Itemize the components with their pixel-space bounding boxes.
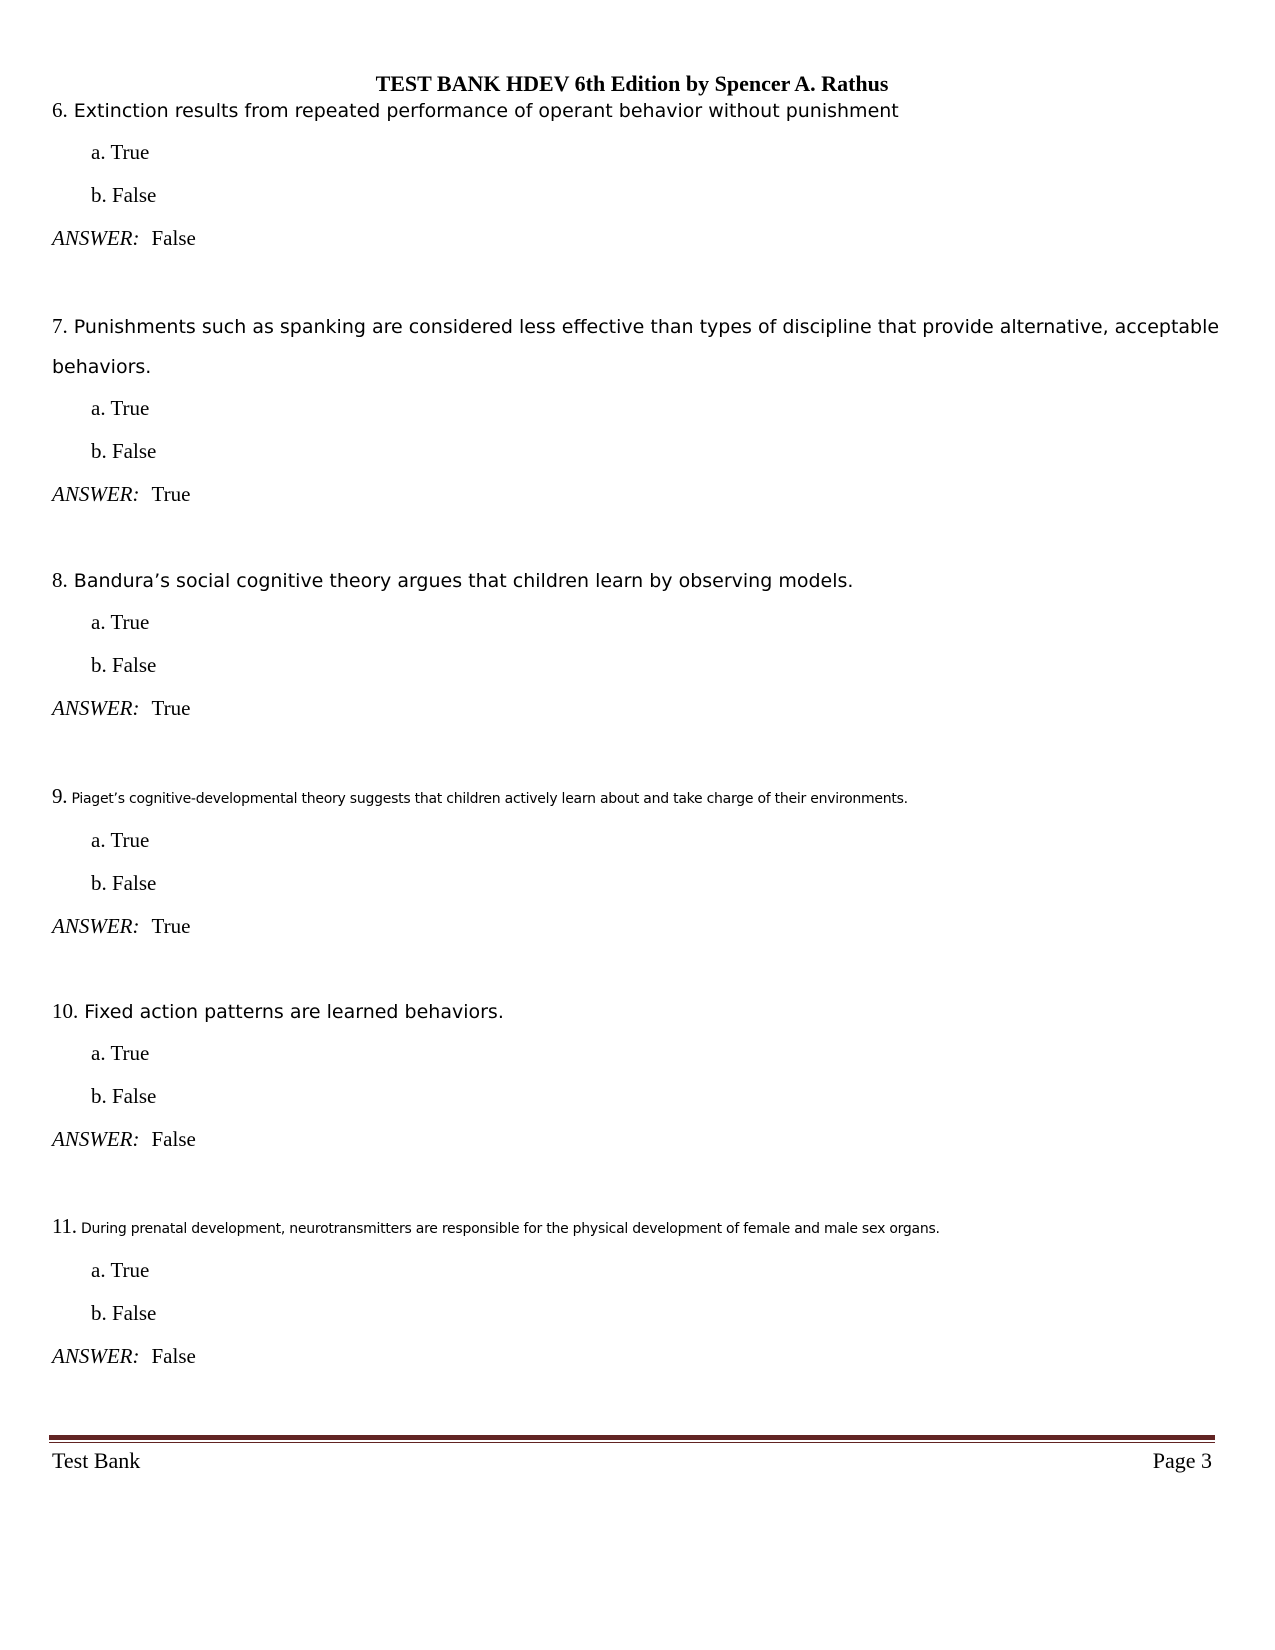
footer-divider-thin	[49, 1442, 1215, 1443]
answer-value: False	[151, 1127, 196, 1151]
question-number: 11.	[52, 1214, 77, 1238]
question-body: Piaget’s cognitive-developmental theory suggests that children actively learn about and take charge of their environments.	[71, 791, 908, 807]
question-body: During prenatal development, neurotransmitters are responsible for the physical development of female and male sex organs.	[80, 1221, 940, 1237]
question-8	[52, 560, 1222, 730]
question-text	[52, 560, 1222, 601]
question-text	[52, 991, 1222, 1032]
answer-line	[52, 1335, 1222, 1378]
answer-label: ANSWER:	[52, 1344, 140, 1368]
option-a: a. True	[91, 396, 150, 420]
answer-value: True	[151, 914, 191, 938]
question-number: 6.	[52, 98, 68, 122]
answer-value: True	[151, 482, 191, 506]
question-number: 9.	[52, 784, 68, 808]
question-body: Fixed action patterns are learned behaviors.	[84, 1001, 504, 1023]
question-11	[52, 1206, 1222, 1378]
option-b: b. False	[91, 871, 157, 895]
answer-line	[52, 1118, 1222, 1161]
question-body: Punishments such as spanking are considered less effective than types of discipline that provide alternative, acceptable behaviors.	[52, 316, 1220, 378]
question-body: Extinction results from repeated performance of operant behavior without punishment	[73, 100, 899, 122]
question-10	[52, 991, 1222, 1161]
answer-label: ANSWER:	[52, 1127, 140, 1151]
answer-line	[52, 473, 1222, 516]
answer-label: ANSWER:	[52, 696, 140, 720]
question-number: 10.	[52, 999, 79, 1023]
option-b: b. False	[91, 653, 157, 677]
question-7	[52, 306, 1222, 516]
option-a: a. True	[91, 610, 150, 634]
question-6	[52, 90, 1222, 260]
option-a: a. True	[91, 140, 150, 164]
page-title: TEST BANK HDEV 6th Edition by Spencer A. Rathus	[375, 71, 889, 96]
option-b: b. False	[91, 183, 157, 207]
answer-value: False	[151, 226, 196, 250]
answer-label: ANSWER:	[52, 226, 140, 250]
footer-left-text: Test Bank	[52, 1448, 141, 1473]
option-b: b. False	[91, 1084, 157, 1108]
page-number: Page 3	[1152, 1448, 1212, 1473]
option-b: b. False	[91, 1301, 157, 1325]
answer-value: True	[151, 696, 191, 720]
answer-line	[52, 905, 1222, 948]
answer-value: False	[151, 1344, 196, 1368]
answer-label: ANSWER:	[52, 914, 140, 938]
question-text	[52, 1206, 1222, 1249]
question-body: Bandura’s social cognitive theory argues that children learn by observing models.	[73, 570, 854, 592]
option-a: a. True	[91, 828, 150, 852]
answer-line	[52, 687, 1222, 730]
question-number: 7.	[52, 314, 68, 338]
answer-label: ANSWER:	[52, 482, 140, 506]
question-text	[52, 776, 1222, 819]
question-9	[52, 776, 1222, 948]
question-text	[52, 90, 1222, 131]
question-number: 8.	[52, 568, 68, 592]
option-a: a. True	[91, 1041, 150, 1065]
option-b: b. False	[91, 439, 157, 463]
footer-divider-thick	[49, 1435, 1215, 1440]
answer-line	[52, 217, 1222, 260]
option-a: a. True	[91, 1258, 150, 1282]
question-text	[52, 306, 1222, 387]
